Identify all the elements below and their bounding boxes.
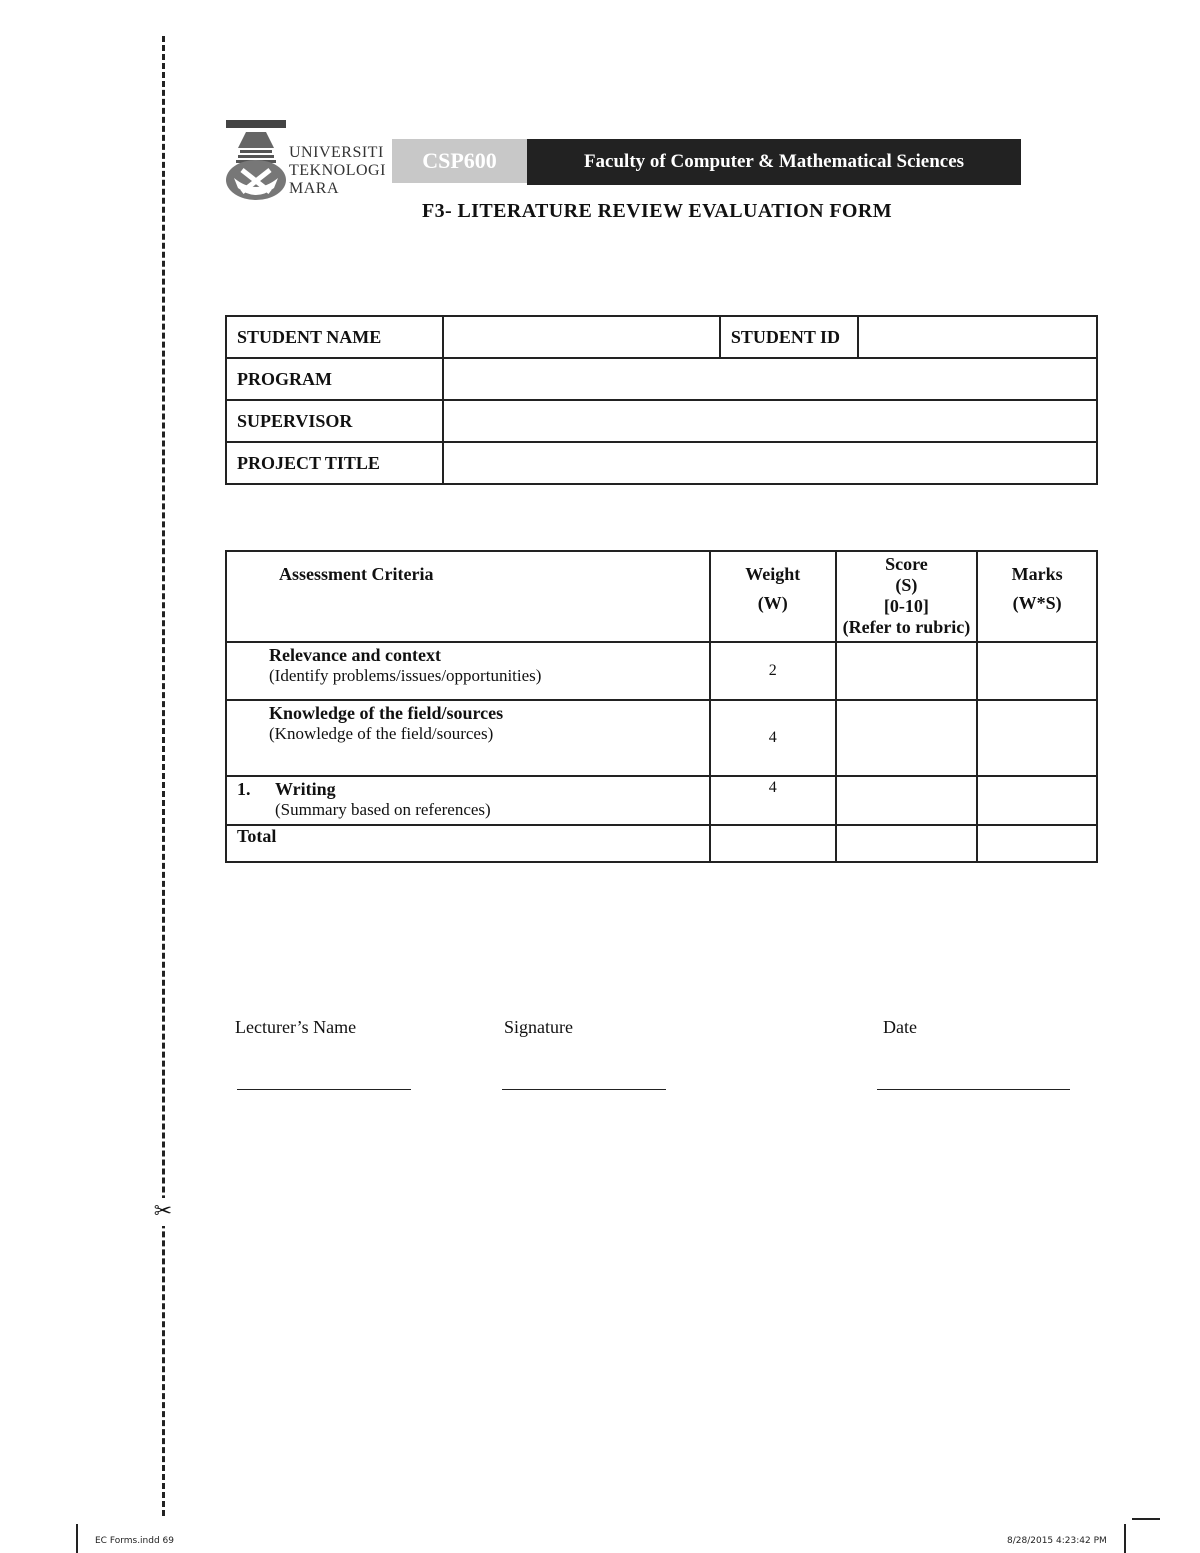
university-name [289,144,386,198]
weight-cell: 2 [710,642,836,700]
file-slug: EC Forms.indd 69 [95,1536,174,1546]
score-header-line-1: Score [885,554,928,574]
logo-line-1: UNIVERSITI [289,144,384,161]
lecturer-name-line[interactable] [237,1089,411,1090]
marks-header-line-1: Marks [1011,564,1063,584]
project-title-label: PROJECT TITLE [226,442,443,484]
total-label: Total [226,825,710,862]
weight-cell: 4 [710,776,836,825]
criteria-cell [226,700,710,776]
criteria-description: (Identify problems/issues/opportunities) [269,666,542,685]
score-cell[interactable] [836,700,978,776]
table-row [226,776,1097,825]
total-score-cell[interactable] [836,825,978,862]
logo-line-3: MARA [289,180,340,197]
score-header [836,551,978,642]
uitm-emblem-icon [224,120,294,204]
criteria-title: Relevance and context [269,645,441,665]
total-marks-cell[interactable] [977,825,1097,862]
crop-mark-left [76,1524,78,1553]
form-title: F3- LITERATURE REVIEW EVALUATION FORM [421,200,893,222]
program-label: PROGRAM [226,358,443,400]
criteria-description: (Summary based on references) [275,800,491,819]
timestamp-slug: 8/28/2015 4:23:42 PM [1007,1536,1107,1546]
total-weight-cell[interactable] [710,825,836,862]
date-line[interactable] [877,1089,1070,1090]
signature-label: Signature [504,1017,573,1037]
supervisor-label: SUPERVISOR [226,400,443,442]
student-id-label: STUDENT ID [720,316,858,358]
score-header-line-2: (S) [895,575,918,595]
criteria-title: Knowledge of the field/sources [269,703,504,723]
student-name-label: STUDENT NAME [226,316,443,358]
marks-cell[interactable] [977,700,1097,776]
score-cell[interactable] [836,776,978,825]
supervisor-field[interactable] [443,400,1097,442]
student-info-table [225,315,1098,485]
weight-header-line-1: Weight [745,564,801,584]
criteria-cell [226,642,710,700]
score-header-line-3: [0-10] [883,596,929,616]
total-row [226,825,1097,862]
criteria-number: 1. [237,779,251,799]
date-label: Date [883,1017,917,1037]
score-header-line-4: (Refer to rubric) [842,617,971,637]
score-cell[interactable] [836,642,978,700]
criteria-title: Writing [275,779,336,799]
table-row [226,700,1097,776]
criteria-header-text: Assessment Criteria [279,564,434,584]
marks-header [977,551,1097,642]
criteria-description: (Knowledge of the field/sources) [269,724,494,743]
marks-header-line-2: (W*S) [1012,593,1062,613]
course-code-badge: CSP600 [392,139,527,183]
crop-mark-right [1124,1524,1126,1553]
cut-line [162,36,165,1516]
weight-header-line-2: (W) [757,593,788,613]
weight-cell: 4 [710,700,836,776]
assessment-table [225,550,1098,863]
student-id-field[interactable] [858,316,1097,358]
scissors-icon: ✂ [153,1199,173,1224]
project-title-field[interactable] [443,442,1097,484]
table-row [226,642,1097,700]
marks-cell[interactable] [977,642,1097,700]
faculty-banner: Faculty of Computer & Mathematical Sciences [527,139,1021,185]
signature-line[interactable] [502,1089,666,1090]
criteria-header [226,551,710,642]
weight-header [710,551,836,642]
program-field[interactable] [443,358,1097,400]
criteria-cell [226,776,710,825]
student-name-field[interactable] [443,316,720,358]
lecturer-name-label: Lecturer’s Name [235,1017,357,1037]
logo-line-2: TEKNOLOGI [289,162,386,179]
marks-cell[interactable] [977,776,1097,825]
crop-mark-right-horizontal [1132,1518,1160,1520]
